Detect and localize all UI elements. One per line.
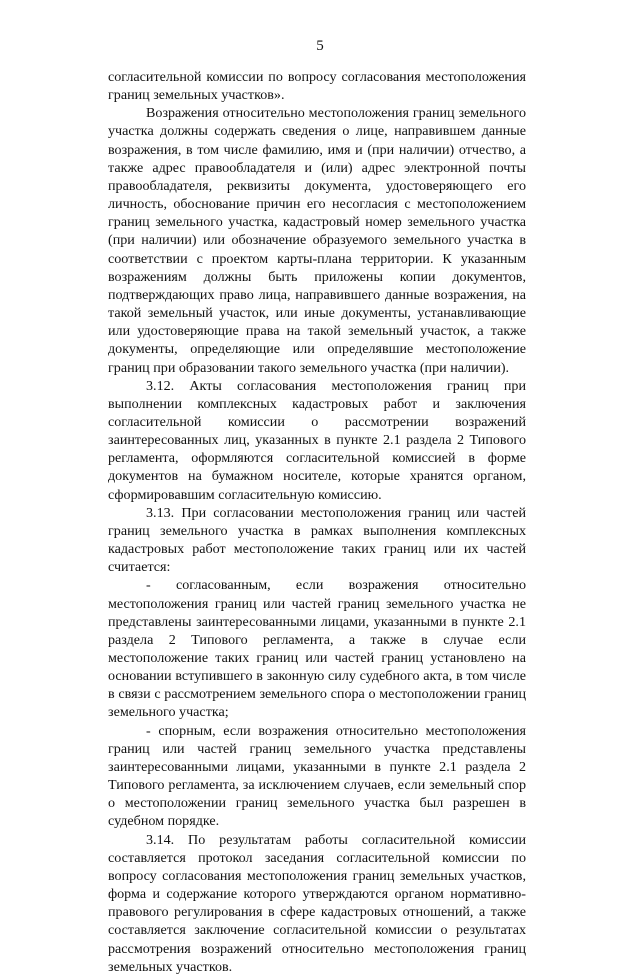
list-item-agreed: - согласованным, если возражения относительно местоположения границ или частей границ земельного участка не представлены заинтересованными лицами, указанными в пункте 2.1 раздела 2 Типового регламента, а также в случае если местоположение таких границ или частей границ установлено на основании вступившего в законную силу судебного акта, в том числе в связи с рассмотрением земельного спора о местоположении границ земельного участка;: [108, 577, 526, 721]
paragraph-continuation: согласительной комиссии по вопросу согласования местоположения границ земельных участков».: [108, 69, 526, 104]
paragraph-3-13: 3.13. При согласовании местоположения границ или частей границ земельного участка в рамках выполнения комплексных кадастровых работ местоположение таких границ или их частей считается:: [108, 504, 526, 576]
paragraph-3-14: 3.14. По результатам работы согласительной комиссии составляется протокол заседания согласительной комиссии по вопросу согласования местоположения границ земельных участков, форма и содержание которого утверждаются органом нормативно-правового регулирования в сфере кадастровых отношений, а также составляется заключение согласительной комиссии о результатах рассмотрения возражений относительно местоположения границ земельных участков.: [108, 831, 526, 975]
list-item-disputed: - спорным, если возражения относительно местоположения границ или частей границ земельного участка представлены заинтересованными лицами, указанными в пункте 2.1 раздела 2 Типового регламента, за исключением случаев, если земельный спор о местоположении границ земельного участка был разрешен в судебном порядке.: [108, 722, 526, 830]
paragraph-objections-content: Возражения относительно местоположения границ земельного участка должны содержать сведения о лице, направившем данные возражения, в том числе фамилию, имя и (при наличии) отчество, а также адрес правообладателя и (или) адрес электронной почты правообладателя, реквизиты документа, удостоверяющего его личность, обоснование причин его несогласия с местоположением границ земельного участка, кадастровый номер земельного участка (при наличии) или обозначение образуемого земельного участка в соответствии с проектом карты-плана территории. К указанным возражениям должны быть приложены копии документов, подтверждающих право лица, направившего данные возражения, на такой земельный участок, или иные документы, устанавливающие или удостоверяющие права на такой земельный участок, а также документы, определяющие или определявшие местоположение границ при образовании такого земельного участка (при наличии).: [108, 105, 526, 376]
paragraph-3-12: 3.12. Акты согласования местоположения границ при выполнении комплексных кадастровых работ и заключения согласительной комиссии о рассмотрении возражений заинтересованных лиц, указанных в пункте 2.1 раздела 2 Типового регламента, оформляются согласительной комиссией в форме документов на бумажном носителе, которые хранятся органом, сформировавшим согласительную комиссию.: [108, 377, 526, 503]
document-body: [108, 68, 526, 976]
page-number: 5: [316, 38, 324, 54]
